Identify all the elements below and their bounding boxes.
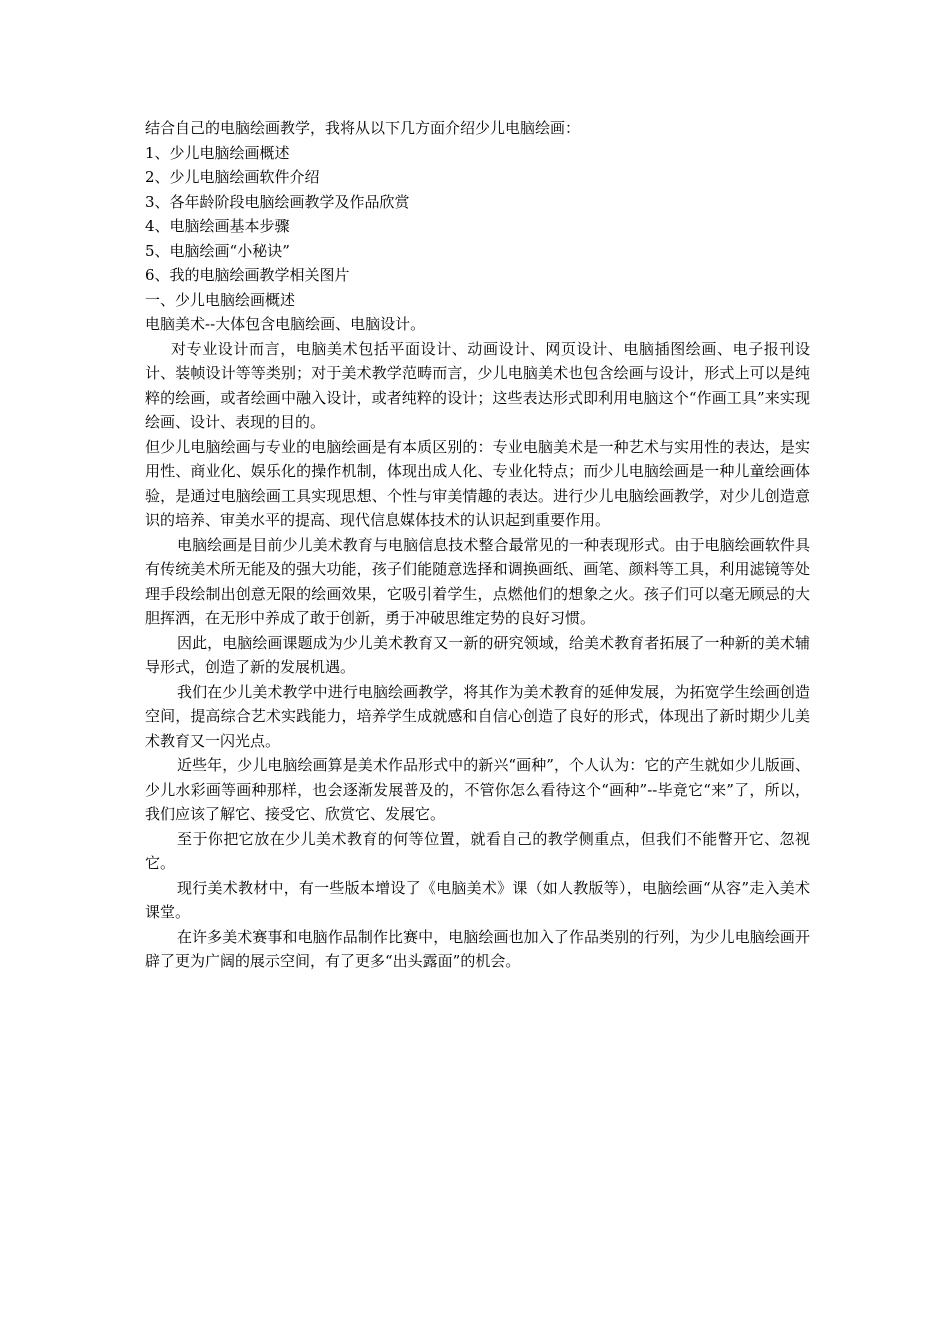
body-paragraph: 但少儿电脑绘画与专业的电脑绘画是有本质区别的：专业电脑美术是一种艺术与实用性的表达，是实用性、商业化、娱乐化的操作机制，体现出成人化、专业化特点；而少儿电脑绘画是一种儿童绘画体验，是通过电脑绘画工具实现思想、个性与审美情趣的表达。进行少儿电脑绘画教学，对少儿创造意识的培养、审美水平的提高、现代信息媒体技术的认识起到重要作用。 <box>145 437 810 529</box>
toc-item: 1、少儿电脑绘画概述 <box>145 143 290 162</box>
document-body <box>145 116 810 974</box>
body-paragraph: 对专业设计而言，电脑美术包括平面设计、动画设计、网页设计、电脑插图绘画、电子报刊设计、装帧设计等等类别；对于美术教学范畴而言，少儿电脑美术也包含绘画与设计，形式上可以是纯粹的绘画，或者绘画中融入设计，或者纯粹的设计；这些表达形式即利用电脑这个“作画工具”来实现绘画、设计、表现的目的。 <box>145 339 810 431</box>
body-paragraph: 现行美术教材中，有一些版本增设了《电脑美术》课（如人教版等），电脑绘画“从容”走入美术课堂。 <box>145 878 810 921</box>
toc-item: 3、各年龄阶段电脑绘画教学及作品欣赏 <box>145 192 410 211</box>
body-paragraph: 近些年，少儿电脑绘画算是美术作品形式中的新兴“画种”，个人认为：它的产生就如少儿版画、少儿水彩画等画种那样，也会逐渐发展普及的，不管你怎么看待这个“画种”--毕竟它“来”了，所以，我们应该了解它、接受它、欣赏它、发展它。 <box>145 756 810 823</box>
body-paragraph: 因此，电脑绘画课题成为少儿美术教育又一新的研究领域，给美术教育者拓展了一种新的美术辅导形式，创造了新的发展机遇。 <box>145 633 810 676</box>
definition-line: 电脑美术--大体包含电脑绘画、电脑设计。 <box>145 315 426 333</box>
intro-line: 结合自己的电脑绘画教学，我将从以下几方面介绍少儿电脑绘画： <box>145 119 581 137</box>
toc-item: 6、我的电脑绘画教学相关图片 <box>145 266 350 284</box>
body-paragraph: 在许多美术赛事和电脑作品制作比赛中，电脑绘画也加入了作品类别的行列，为少儿电脑绘画开辟了更为广阔的展示空间，有了更多“出头露面”的机会。 <box>145 927 810 970</box>
body-paragraph: 我们在少儿美术教学中进行电脑绘画教学，将其作为美术教育的延伸发展，为拓宽学生绘画创造空间，提高综合艺术实践能力，培养学生成就感和自信心创造了良好的形式，体现出了新时期少儿美术教育又一闪光点。 <box>145 682 810 750</box>
toc-item: 2、少儿电脑绘画软件介绍 <box>145 168 320 186</box>
body-paragraph: 电脑绘画是目前少儿美术教育与电脑信息技术整合最常见的一种表现形式。由于电脑绘画软件具有传统美术所无能及的强大功能，孩子们能随意选择和调换画纸、画笔、颜料等工具，利用滤镜等处理手段绘制出创意无限的绘画效果，它吸引着学生，点燃他们的想象之火。孩子们可以毫无顾忌的大胆挥洒，在无形中养成了敢于创新，勇于冲破思维定势的良好习惯。 <box>145 535 810 627</box>
body-paragraph: 至于你把它放在少儿美术教育的何等位置，就看自己的教学侧重点，但我们不能瞥开它、忽视它。 <box>145 829 810 872</box>
toc-item: 5、电脑绘画“小秘诀” <box>145 241 290 260</box>
toc-item: 4、电脑绘画基本步骤 <box>145 217 290 235</box>
section-heading: 一、少儿电脑绘画概述 <box>145 290 296 309</box>
table-of-contents <box>145 141 810 288</box>
